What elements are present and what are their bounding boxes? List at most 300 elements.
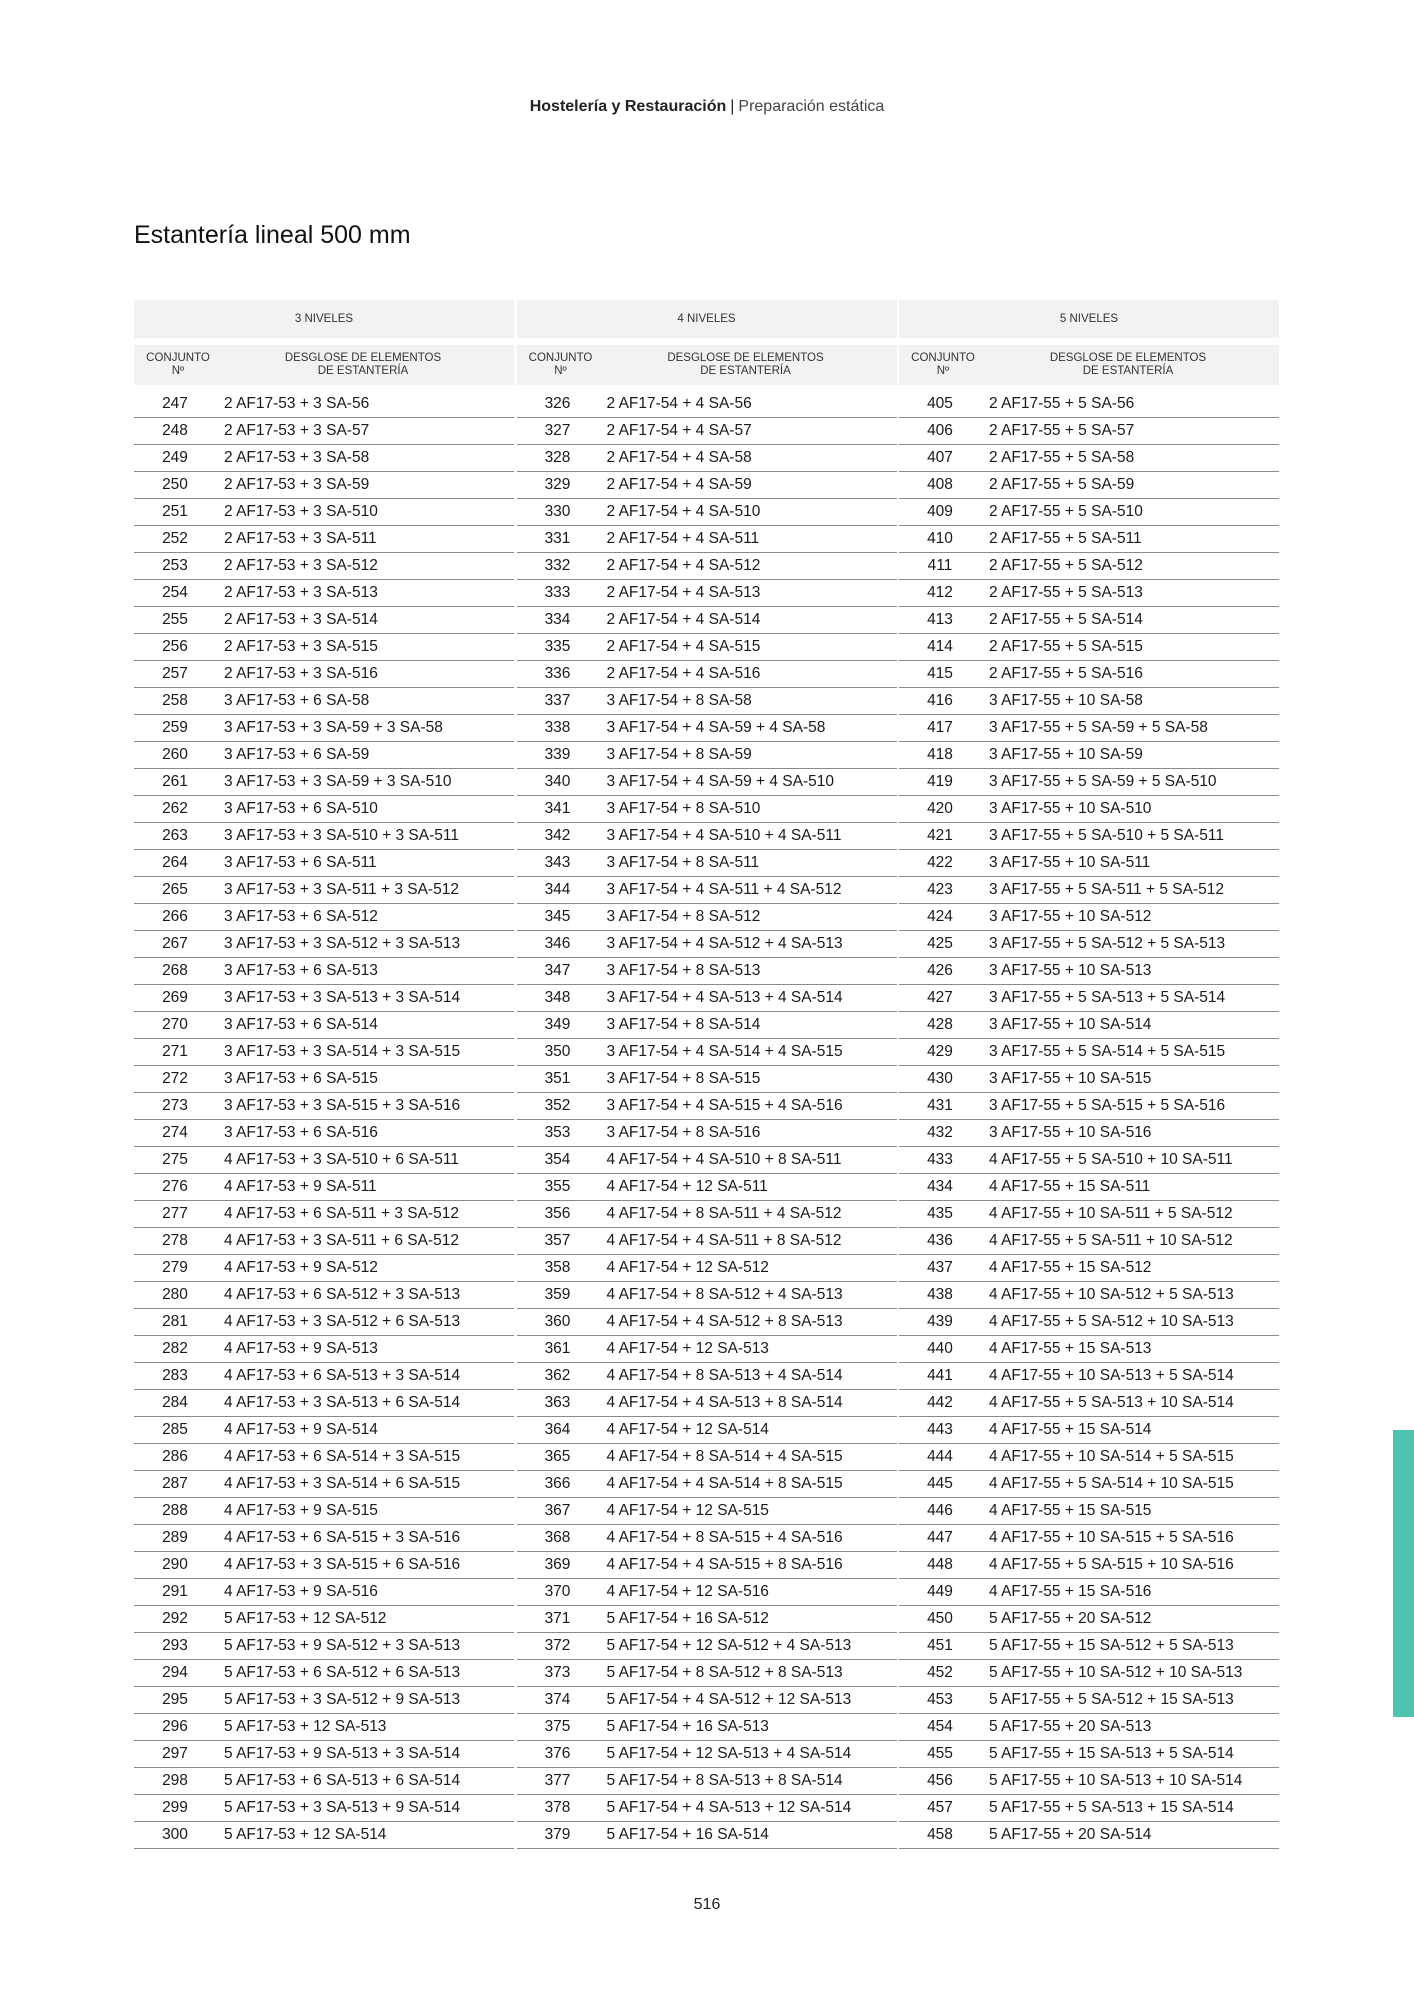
set-number: 294 xyxy=(162,1664,188,1681)
table-row xyxy=(517,796,897,823)
set-number: 248 xyxy=(162,422,188,439)
element-breakdown: 4 AF17-55 + 10 SA-515 + 5 SA-516 xyxy=(989,1529,1234,1546)
table-row xyxy=(517,1012,897,1039)
column-header-number: CONJUNTO Nº xyxy=(911,352,975,377)
element-breakdown: 3 AF17-54 + 4 SA-510 + 4 SA-511 xyxy=(606,827,842,844)
table-row xyxy=(899,1606,1279,1633)
element-breakdown: 4 AF17-54 + 8 SA-515 + 4 SA-516 xyxy=(606,1529,843,1546)
set-number: 355 xyxy=(544,1178,571,1195)
table-row xyxy=(899,1039,1279,1066)
set-number: 451 xyxy=(927,1637,953,1654)
element-breakdown: 3 AF17-54 + 4 SA-514 + 4 SA-515 xyxy=(606,1043,843,1060)
element-breakdown: 3 AF17-55 + 10 SA-516 xyxy=(989,1124,1152,1141)
set-number: 427 xyxy=(927,989,953,1006)
table-row xyxy=(899,877,1279,904)
set-number: 333 xyxy=(544,584,571,601)
set-number: 373 xyxy=(544,1664,571,1681)
table-row xyxy=(517,985,897,1012)
set-number: 335 xyxy=(544,638,571,655)
element-breakdown: 2 AF17-55 + 5 SA-57 xyxy=(989,422,1135,439)
table-row xyxy=(899,1633,1279,1660)
set-number: 424 xyxy=(927,908,953,925)
element-breakdown: 4 AF17-53 + 9 SA-514 xyxy=(224,1421,378,1438)
table-row xyxy=(134,1147,514,1174)
element-breakdown: 2 AF17-54 + 4 SA-516 xyxy=(606,665,761,682)
table-row xyxy=(517,1039,897,1066)
element-breakdown: 4 AF17-54 + 12 SA-514 xyxy=(606,1421,769,1438)
column-headers xyxy=(517,345,897,385)
table-row xyxy=(134,1552,514,1579)
element-breakdown: 2 AF17-53 + 3 SA-516 xyxy=(224,665,378,682)
table-row xyxy=(899,1498,1279,1525)
element-breakdown: 3 AF17-54 + 8 SA-59 xyxy=(606,746,752,763)
element-breakdown: 4 AF17-54 + 12 SA-515 xyxy=(606,1502,769,1519)
set-number: 436 xyxy=(927,1232,953,1249)
table-row xyxy=(134,715,514,742)
table-row xyxy=(899,607,1279,634)
set-number: 353 xyxy=(544,1124,571,1141)
set-number: 439 xyxy=(927,1313,953,1330)
element-breakdown: 3 AF17-53 + 6 SA-515 xyxy=(224,1070,378,1087)
element-breakdown: 3 AF17-54 + 4 SA-511 + 4 SA-512 xyxy=(606,881,842,898)
element-breakdown: 3 AF17-53 + 6 SA-59 xyxy=(224,746,370,763)
table-row xyxy=(899,1444,1279,1471)
element-breakdown: 3 AF17-54 + 8 SA-511 xyxy=(606,854,760,871)
element-breakdown: 2 AF17-54 + 4 SA-512 xyxy=(606,557,761,574)
element-breakdown: 3 AF17-54 + 4 SA-512 + 4 SA-513 xyxy=(606,935,843,952)
table-row xyxy=(134,931,514,958)
element-breakdown: 2 AF17-55 + 5 SA-516 xyxy=(989,665,1143,682)
set-number: 444 xyxy=(927,1448,953,1465)
table-row xyxy=(134,607,514,634)
element-breakdown: 3 AF17-55 + 5 SA-515 + 5 SA-516 xyxy=(989,1097,1226,1114)
set-number: 450 xyxy=(927,1610,953,1627)
section-color-tab xyxy=(1393,1430,1414,1717)
set-number: 418 xyxy=(927,746,953,763)
running-header xyxy=(0,98,1414,116)
element-breakdown: 5 AF17-55 + 20 SA-512 xyxy=(989,1610,1152,1627)
set-number: 412 xyxy=(927,584,953,601)
table-row xyxy=(517,1417,897,1444)
element-breakdown: 2 AF17-55 + 5 SA-513 xyxy=(989,584,1143,601)
set-number: 365 xyxy=(544,1448,571,1465)
set-number: 261 xyxy=(162,773,188,790)
element-breakdown: 3 AF17-54 + 4 SA-59 + 4 SA-58 xyxy=(606,719,826,736)
element-breakdown: 5 AF17-54 + 12 SA-513 + 4 SA-514 xyxy=(606,1745,852,1762)
element-breakdown: 3 AF17-53 + 6 SA-514 xyxy=(224,1016,378,1033)
element-breakdown: 2 AF17-53 + 3 SA-59 xyxy=(224,476,370,493)
set-number: 421 xyxy=(927,827,953,844)
table-row xyxy=(134,1417,514,1444)
set-number: 255 xyxy=(162,611,188,628)
set-number: 260 xyxy=(162,746,188,763)
set-number: 420 xyxy=(927,800,953,817)
set-number: 345 xyxy=(544,908,571,925)
set-number: 449 xyxy=(927,1583,953,1600)
table-row xyxy=(134,1606,514,1633)
set-number: 361 xyxy=(544,1340,571,1357)
element-breakdown: 3 AF17-53 + 3 SA-514 + 3 SA-515 xyxy=(224,1043,461,1060)
table-row xyxy=(134,1120,514,1147)
table-row xyxy=(517,742,897,769)
table-row xyxy=(517,958,897,985)
element-breakdown: 4 AF17-53 + 3 SA-514 + 6 SA-515 xyxy=(224,1475,461,1492)
element-breakdown: 2 AF17-53 + 3 SA-511 xyxy=(224,530,377,547)
table-row xyxy=(134,1336,514,1363)
table-row xyxy=(899,850,1279,877)
table-row xyxy=(899,688,1279,715)
table-row xyxy=(134,1012,514,1039)
table-row xyxy=(899,526,1279,553)
element-breakdown: 4 AF17-53 + 3 SA-510 + 6 SA-511 xyxy=(224,1151,459,1168)
element-breakdown: 4 AF17-53 + 6 SA-511 + 3 SA-512 xyxy=(224,1205,459,1222)
element-breakdown: 3 AF17-54 + 4 SA-513 + 4 SA-514 xyxy=(606,989,843,1006)
set-number: 298 xyxy=(162,1772,188,1789)
set-number: 434 xyxy=(927,1178,953,1195)
table-row xyxy=(134,985,514,1012)
table-row xyxy=(517,445,897,472)
set-number: 440 xyxy=(927,1340,953,1357)
element-breakdown: 5 AF17-54 + 8 SA-512 + 8 SA-513 xyxy=(606,1664,843,1681)
table-row xyxy=(899,1336,1279,1363)
set-number: 442 xyxy=(927,1394,953,1411)
element-breakdown: 3 AF17-55 + 5 SA-59 + 5 SA-58 xyxy=(989,719,1208,736)
table-row xyxy=(517,1552,897,1579)
set-number: 342 xyxy=(544,827,571,844)
element-breakdown: 5 AF17-53 + 3 SA-512 + 9 SA-513 xyxy=(224,1691,461,1708)
set-number: 337 xyxy=(544,692,571,709)
element-breakdown: 4 AF17-53 + 9 SA-511 xyxy=(224,1178,377,1195)
element-breakdown: 3 AF17-53 + 3 SA-512 + 3 SA-513 xyxy=(224,935,461,952)
set-number: 350 xyxy=(544,1043,571,1060)
table-row xyxy=(134,1255,514,1282)
level-header: 4 NIVELES xyxy=(517,300,897,338)
element-breakdown: 3 AF17-54 + 8 SA-516 xyxy=(606,1124,761,1141)
set-number: 326 xyxy=(544,395,571,412)
element-breakdown: 4 AF17-55 + 10 SA-512 + 5 SA-513 xyxy=(989,1286,1234,1303)
table-row xyxy=(899,553,1279,580)
table-row xyxy=(134,1714,514,1741)
element-breakdown: 4 AF17-54 + 12 SA-511 xyxy=(606,1178,768,1195)
set-number: 423 xyxy=(927,881,953,898)
element-breakdown: 4 AF17-55 + 5 SA-515 + 10 SA-516 xyxy=(989,1556,1234,1573)
table-row xyxy=(134,1363,514,1390)
table-row xyxy=(517,1147,897,1174)
element-breakdown: 2 AF17-55 + 5 SA-511 xyxy=(989,530,1142,547)
set-number: 430 xyxy=(927,1070,953,1087)
set-number: 376 xyxy=(544,1745,571,1762)
set-number: 263 xyxy=(162,827,188,844)
set-number: 352 xyxy=(544,1097,571,1114)
table-row xyxy=(134,1795,514,1822)
element-breakdown: 2 AF17-54 + 4 SA-514 xyxy=(606,611,761,628)
table-row xyxy=(134,391,514,418)
set-number: 336 xyxy=(544,665,571,682)
table-row xyxy=(134,877,514,904)
table-row xyxy=(899,1768,1279,1795)
set-number: 425 xyxy=(927,935,953,952)
element-breakdown: 2 AF17-55 + 5 SA-56 xyxy=(989,395,1135,412)
element-breakdown: 4 AF17-55 + 10 SA-511 + 5 SA-512 xyxy=(989,1205,1233,1222)
table-row xyxy=(899,904,1279,931)
set-number: 429 xyxy=(927,1043,953,1060)
set-number: 291 xyxy=(162,1583,188,1600)
table-row xyxy=(134,472,514,499)
table-row xyxy=(899,1687,1279,1714)
set-number: 452 xyxy=(927,1664,953,1681)
set-number: 366 xyxy=(544,1475,571,1492)
element-breakdown: 5 AF17-53 + 12 SA-512 xyxy=(224,1610,387,1627)
set-number: 431 xyxy=(927,1097,953,1114)
table-row xyxy=(134,742,514,769)
table-row xyxy=(899,1120,1279,1147)
element-breakdown: 3 AF17-53 + 6 SA-512 xyxy=(224,908,378,925)
set-number: 285 xyxy=(162,1421,188,1438)
table-row xyxy=(517,1255,897,1282)
element-breakdown: 2 AF17-53 + 3 SA-57 xyxy=(224,422,370,439)
set-number: 273 xyxy=(162,1097,188,1114)
element-breakdown: 3 AF17-55 + 5 SA-511 + 5 SA-512 xyxy=(989,881,1224,898)
table-row xyxy=(899,580,1279,607)
table-row xyxy=(517,1795,897,1822)
set-number: 369 xyxy=(544,1556,571,1573)
element-breakdown: 5 AF17-55 + 5 SA-512 + 15 SA-513 xyxy=(989,1691,1234,1708)
element-breakdown: 5 AF17-53 + 9 SA-512 + 3 SA-513 xyxy=(224,1637,461,1654)
set-number: 278 xyxy=(162,1232,188,1249)
element-breakdown: 5 AF17-55 + 20 SA-514 xyxy=(989,1826,1152,1843)
set-number: 347 xyxy=(544,962,571,979)
table-row xyxy=(134,958,514,985)
element-breakdown: 3 AF17-54 + 8 SA-510 xyxy=(606,800,761,817)
element-breakdown: 3 AF17-54 + 8 SA-58 xyxy=(606,692,752,709)
element-breakdown: 5 AF17-54 + 4 SA-513 + 12 SA-514 xyxy=(606,1799,852,1816)
table-row xyxy=(899,445,1279,472)
table-row xyxy=(899,418,1279,445)
table-row xyxy=(899,931,1279,958)
table-row xyxy=(899,1282,1279,1309)
table-rows xyxy=(899,391,1279,1849)
element-breakdown: 2 AF17-55 + 5 SA-510 xyxy=(989,503,1143,520)
element-breakdown: 5 AF17-55 + 10 SA-512 + 10 SA-513 xyxy=(989,1664,1243,1681)
element-breakdown: 3 AF17-54 + 8 SA-514 xyxy=(606,1016,761,1033)
element-breakdown: 2 AF17-55 + 5 SA-59 xyxy=(989,476,1135,493)
element-breakdown: 4 AF17-54 + 4 SA-512 + 8 SA-513 xyxy=(606,1313,843,1330)
set-number: 329 xyxy=(544,476,571,493)
element-breakdown: 3 AF17-53 + 3 SA-513 + 3 SA-514 xyxy=(224,989,461,1006)
set-number: 422 xyxy=(927,854,953,871)
table-row xyxy=(517,688,897,715)
set-number: 283 xyxy=(162,1367,188,1384)
set-number: 286 xyxy=(162,1448,188,1465)
table-row xyxy=(517,526,897,553)
table-row xyxy=(134,688,514,715)
element-breakdown: 2 AF17-54 + 4 SA-58 xyxy=(606,449,752,466)
table-row xyxy=(517,769,897,796)
table-row xyxy=(134,1525,514,1552)
column-header-breakdown: DESGLOSE DE ELEMENTOS DE ESTANTERÍA xyxy=(667,352,824,377)
table-row xyxy=(517,1687,897,1714)
table-row xyxy=(899,1228,1279,1255)
set-number: 277 xyxy=(162,1205,188,1222)
table-4-niveles xyxy=(517,300,897,1849)
set-number: 268 xyxy=(162,962,188,979)
column-headers xyxy=(899,345,1279,385)
table-row xyxy=(899,1390,1279,1417)
table-row xyxy=(134,1039,514,1066)
header-section: Hostelería y Restauración xyxy=(529,98,727,115)
set-number: 250 xyxy=(162,476,188,493)
table-row xyxy=(517,1606,897,1633)
set-number: 367 xyxy=(544,1502,571,1519)
set-number: 287 xyxy=(162,1475,188,1492)
set-number: 359 xyxy=(544,1286,571,1303)
element-breakdown: 3 AF17-55 + 10 SA-510 xyxy=(989,800,1152,817)
set-number: 254 xyxy=(162,584,188,601)
element-breakdown: 4 AF17-54 + 4 SA-510 + 8 SA-511 xyxy=(606,1151,842,1168)
table-row xyxy=(134,1660,514,1687)
table-row xyxy=(517,850,897,877)
table-row xyxy=(134,499,514,526)
element-breakdown: 5 AF17-53 + 9 SA-513 + 3 SA-514 xyxy=(224,1745,461,1762)
table-row xyxy=(517,1120,897,1147)
set-number: 433 xyxy=(927,1151,953,1168)
set-number: 357 xyxy=(544,1232,571,1249)
set-number: 368 xyxy=(544,1529,571,1546)
element-breakdown: 3 AF17-54 + 4 SA-515 + 4 SA-516 xyxy=(606,1097,843,1114)
table-row xyxy=(517,1714,897,1741)
set-number: 375 xyxy=(544,1718,571,1735)
table-row xyxy=(134,1174,514,1201)
set-number: 292 xyxy=(162,1610,188,1627)
set-number: 372 xyxy=(544,1637,571,1654)
set-number: 279 xyxy=(162,1259,188,1276)
set-number: 343 xyxy=(544,854,571,871)
set-number: 435 xyxy=(927,1205,953,1222)
set-number: 269 xyxy=(162,989,188,1006)
table-row xyxy=(134,1768,514,1795)
table-3-niveles xyxy=(134,300,514,1849)
set-number: 265 xyxy=(162,881,188,898)
set-number: 441 xyxy=(927,1367,953,1384)
table-row xyxy=(899,1417,1279,1444)
set-number: 378 xyxy=(544,1799,571,1816)
element-breakdown: 4 AF17-53 + 9 SA-513 xyxy=(224,1340,378,1357)
set-number: 348 xyxy=(544,989,571,1006)
element-breakdown: 2 AF17-54 + 4 SA-56 xyxy=(606,395,752,412)
set-number: 432 xyxy=(927,1124,953,1141)
element-breakdown: 5 AF17-55 + 15 SA-513 + 5 SA-514 xyxy=(989,1745,1234,1762)
element-breakdown: 2 AF17-53 + 3 SA-58 xyxy=(224,449,370,466)
element-breakdown: 5 AF17-53 + 6 SA-512 + 6 SA-513 xyxy=(224,1664,461,1681)
table-row xyxy=(517,499,897,526)
table-row xyxy=(899,1714,1279,1741)
element-breakdown: 5 AF17-55 + 15 SA-512 + 5 SA-513 xyxy=(989,1637,1234,1654)
table-row xyxy=(134,796,514,823)
set-number: 409 xyxy=(927,503,953,520)
column-header-breakdown: DESGLOSE DE ELEMENTOS DE ESTANTERÍA xyxy=(284,352,442,377)
page-number: 516 xyxy=(693,1896,721,1913)
set-number: 272 xyxy=(162,1070,188,1087)
element-breakdown: 4 AF17-53 + 9 SA-515 xyxy=(224,1502,378,1519)
table-row xyxy=(899,742,1279,769)
set-number: 407 xyxy=(927,449,953,466)
element-breakdown: 4 AF17-54 + 8 SA-514 + 4 SA-515 xyxy=(606,1448,843,1465)
set-number: 296 xyxy=(162,1718,188,1735)
table-row xyxy=(517,1201,897,1228)
level-header: 3 NIVELES xyxy=(134,300,514,338)
header-separator: | xyxy=(730,98,735,115)
element-breakdown: 3 AF17-53 + 6 SA-513 xyxy=(224,962,378,979)
element-breakdown: 4 AF17-53 + 6 SA-515 + 3 SA-516 xyxy=(224,1529,461,1546)
column-header-number: CONJUNTO Nº xyxy=(146,352,210,377)
table-row xyxy=(899,1201,1279,1228)
set-number: 331 xyxy=(544,530,571,547)
set-number: 284 xyxy=(162,1394,188,1411)
set-number: 406 xyxy=(927,422,953,439)
table-5-niveles xyxy=(899,300,1279,1849)
element-breakdown: 4 AF17-55 + 15 SA-513 xyxy=(989,1340,1152,1357)
element-breakdown: 3 AF17-53 + 6 SA-510 xyxy=(224,800,378,817)
set-number: 271 xyxy=(162,1043,188,1060)
table-row xyxy=(517,1822,897,1849)
table-row xyxy=(517,931,897,958)
element-breakdown: 5 AF17-53 + 12 SA-514 xyxy=(224,1826,387,1843)
table-row xyxy=(517,823,897,850)
set-number: 437 xyxy=(927,1259,953,1276)
set-number: 266 xyxy=(162,908,188,925)
set-number: 453 xyxy=(927,1691,953,1708)
table-row xyxy=(517,904,897,931)
element-breakdown: 3 AF17-55 + 10 SA-514 xyxy=(989,1016,1152,1033)
element-breakdown: 3 AF17-53 + 3 SA-515 + 3 SA-516 xyxy=(224,1097,461,1114)
set-number: 448 xyxy=(927,1556,953,1573)
table-row xyxy=(899,1579,1279,1606)
element-breakdown: 5 AF17-53 + 12 SA-513 xyxy=(224,1718,387,1735)
element-breakdown: 3 AF17-55 + 5 SA-514 + 5 SA-515 xyxy=(989,1043,1226,1060)
set-number: 374 xyxy=(544,1691,571,1708)
element-breakdown: 4 AF17-55 + 10 SA-513 + 5 SA-514 xyxy=(989,1367,1234,1384)
element-breakdown: 4 AF17-55 + 15 SA-516 xyxy=(989,1583,1152,1600)
table-row xyxy=(517,391,897,418)
element-breakdown: 3 AF17-54 + 4 SA-59 + 4 SA-510 xyxy=(606,773,834,790)
table-row xyxy=(517,607,897,634)
table-row xyxy=(517,1309,897,1336)
element-breakdown: 4 AF17-54 + 4 SA-514 + 8 SA-515 xyxy=(606,1475,843,1492)
table-row xyxy=(899,634,1279,661)
table-row xyxy=(899,958,1279,985)
set-number: 251 xyxy=(162,503,188,520)
table-row xyxy=(134,1741,514,1768)
element-breakdown: 4 AF17-54 + 12 SA-512 xyxy=(606,1259,769,1276)
set-number: 413 xyxy=(927,611,953,628)
set-number: 417 xyxy=(927,719,953,736)
element-breakdown: 3 AF17-53 + 6 SA-511 xyxy=(224,854,377,871)
element-breakdown: 4 AF17-55 + 10 SA-514 + 5 SA-515 xyxy=(989,1448,1234,1465)
set-number: 249 xyxy=(162,449,188,466)
set-number: 416 xyxy=(927,692,953,709)
element-breakdown: 5 AF17-54 + 16 SA-513 xyxy=(606,1718,769,1735)
set-number: 280 xyxy=(162,1286,188,1303)
set-number: 338 xyxy=(544,719,571,736)
table-row xyxy=(899,796,1279,823)
table-row xyxy=(899,769,1279,796)
table-row xyxy=(899,1660,1279,1687)
table-rows xyxy=(134,391,514,1849)
element-breakdown: 5 AF17-54 + 12 SA-512 + 4 SA-513 xyxy=(606,1637,852,1654)
table-row xyxy=(134,850,514,877)
table-row xyxy=(899,1552,1279,1579)
set-number: 293 xyxy=(162,1637,188,1654)
